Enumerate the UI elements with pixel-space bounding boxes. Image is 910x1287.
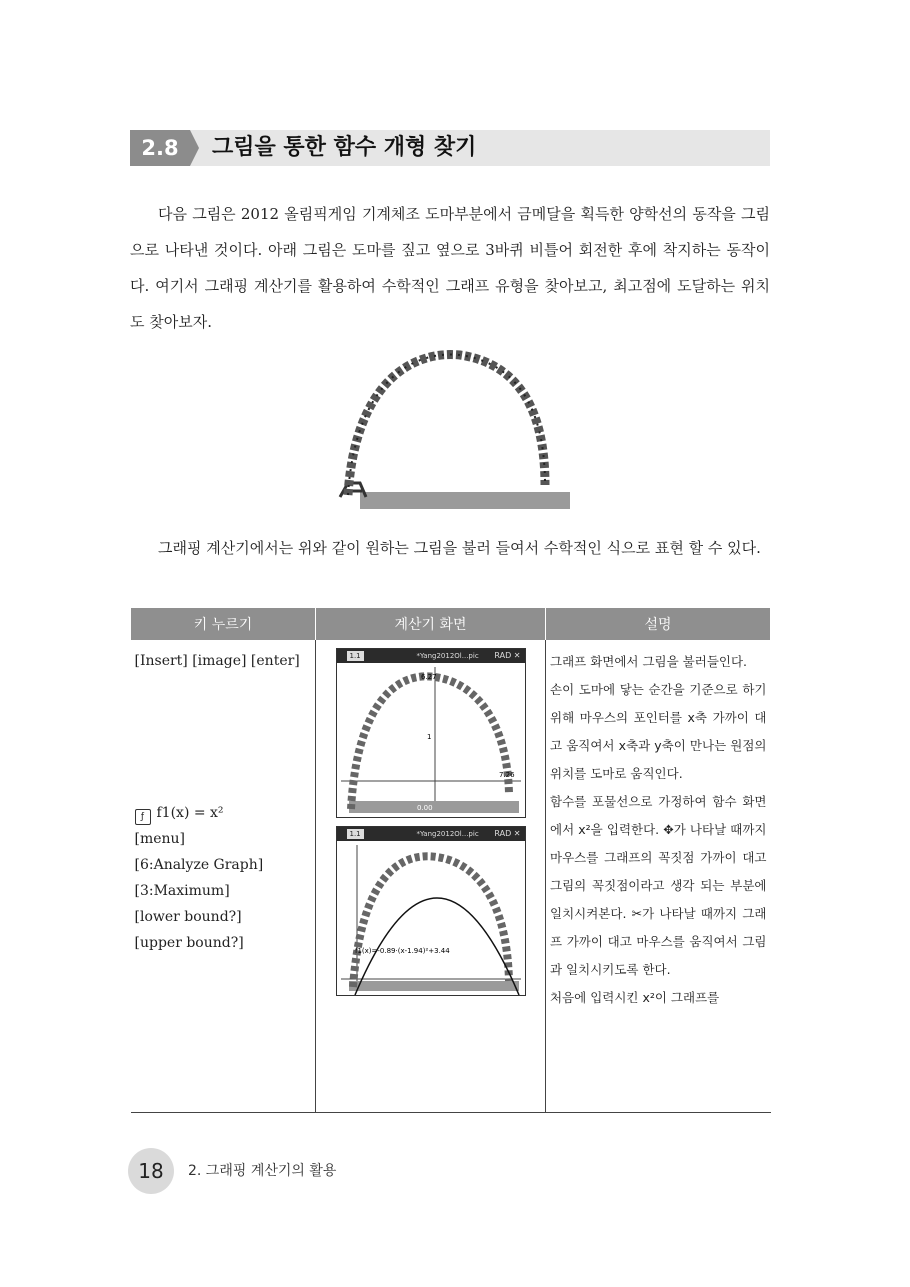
calculator-screen-1	[336, 648, 526, 818]
key-step-insert: [Insert] [image] [enter]	[134, 653, 300, 669]
header-keys: 키 누르기	[131, 608, 316, 640]
keys-cell	[131, 640, 316, 1113]
steps-table	[130, 608, 771, 1113]
second-paragraph: 그래핑 계산기에서는 위와 같이 원하는 그림을 불러 들여서 수학적인 식으로 표현 할 수 있다.	[158, 539, 761, 557]
gymnast-vault-figure	[330, 345, 570, 515]
key-step-lower-bound: [lower bound?]	[134, 909, 242, 925]
section-arrow	[190, 130, 199, 166]
screen-1-graph	[337, 663, 525, 817]
function-key-icon: ƒ	[135, 809, 151, 825]
description-2: 손이 도마에 닿는 순간을 기준으로 하기 위해 마우스의 포인터를 x축 가까이 대고 움직여서 x축과 y축이 만나는 원점의 위치를 도마로 움직인다.	[550, 682, 767, 781]
section-title: 그림을 통한 함수 개형 찾기	[212, 135, 477, 160]
page-number: 18	[128, 1148, 174, 1194]
section-number: 2.8	[130, 130, 190, 166]
y-tick-label: 6.27	[420, 673, 437, 681]
screen-2-graph	[337, 841, 525, 995]
function-formula-label: f1(x)=-0.89·(x-1.94)²+3.44	[354, 947, 450, 955]
description-1: 그래프 화면에서 그림을 불러들인다.	[550, 654, 748, 669]
screen-controls: RAD ✕	[494, 829, 521, 838]
key-step-upper-bound: [upper bound?]	[134, 935, 244, 951]
header-description: 설명	[546, 608, 771, 640]
screen-controls: RAD ✕	[494, 651, 521, 660]
description-3: 함수를 포물선으로 가정하여 함수 화면에서 x²을 입력한다. ✥가 나타날 때까지 마우스를 그래프의 꼭짓점 가까이 대고 그림의 꼭짓점이라고 생각 되는 부분에 일치시켜본다. ✂가 나타날 때까지 그래프 가까이 대고 마우스를 움직여서 그림과 일치시키도록 한다.	[550, 794, 767, 977]
calculator-screen-2	[336, 826, 526, 996]
screen-tab: 1.1	[347, 829, 364, 839]
section-header	[130, 130, 770, 166]
description-cell	[546, 640, 771, 1113]
y-unit-label: 1	[426, 733, 431, 741]
screen-file-name: *Yang2012Ol...pic	[416, 830, 479, 838]
key-step-function: ƒ f1(x) = x²	[135, 800, 312, 826]
chapter-footer: 2. 그래핑 계산기의 활용	[188, 1163, 337, 1179]
header-screen: 계산기 화면	[316, 608, 546, 640]
key-step-menu: [menu]	[134, 831, 186, 847]
key-step-analyze: [6:Analyze Graph]	[134, 857, 264, 873]
description-4: 처음에 입력시킨 x²이 그래프를	[550, 990, 720, 1005]
screens-cell	[316, 640, 546, 1113]
bottom-value-label: 0.00	[416, 804, 433, 812]
screen-tab: 1.1	[347, 651, 364, 661]
screen-toolbar	[337, 827, 525, 841]
screen-file-name: *Yang2012Ol...pic	[416, 652, 479, 660]
key-step-maximum: [3:Maximum]	[134, 883, 230, 899]
screen-toolbar	[337, 649, 525, 663]
intro-paragraph: 다음 그림은 2012 올림픽게임 기계체조 도마부분에서 금메달을 획득한 양학선의 동작을 그림으로 나타낸 것이다. 아래 그림은 도마를 짚고 옆으로 3바퀴 비틀어 회전한 후에 착지하는 동작이다. 여기서 그래핑 계산기를 활용하여 수학적인 그래프 유형을 찾아보고, 최고점에 도달하는 위치도 찾아보자.	[130, 205, 770, 331]
x-tick-label: 7.26	[498, 771, 515, 779]
